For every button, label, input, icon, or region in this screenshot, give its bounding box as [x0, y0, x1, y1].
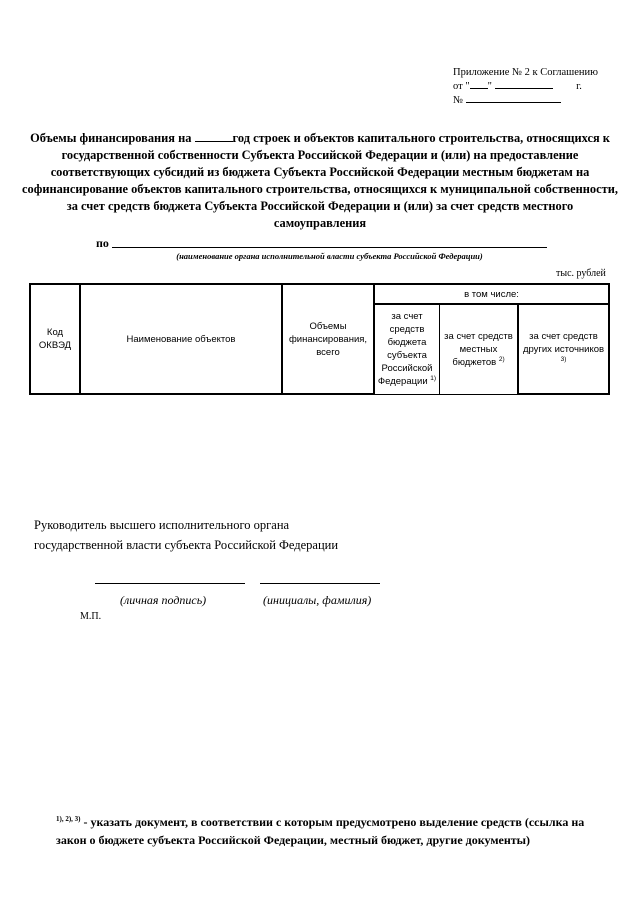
- name-field[interactable]: [260, 583, 380, 584]
- financing-table: [29, 283, 610, 395]
- appendix-header: [453, 66, 598, 108]
- date-quote: ": [487, 81, 492, 92]
- title-part2: год строек и объектов капитального строительства, относящихся к государственной собственности Субъекта Российской Федерации и (или) на предоставление соответствующих субсидий из бюджета Субъекта Российской Федерации местным бюджетам на софинансирование объектов капитального строительства, относящихся к муниципальной собственности, за счет средств бюджета Субъекта Российской Федерации и (или) за счет средств местного самоуправления: [22, 131, 618, 230]
- number-blank[interactable]: [466, 102, 561, 103]
- signatory-title: [34, 515, 338, 555]
- date-prefix: от ": [453, 81, 470, 92]
- number-line: [453, 94, 598, 108]
- col-including-header: в том числе:: [374, 284, 609, 304]
- signatory-line2: государственной власти субъекта Российской Федерации: [34, 538, 339, 552]
- footnote-text: - указать документ, в соответствии с которым предусмотрено выделение средств (ссылка на закон о бюджете субъекта Российской Федерации, местный бюджет, другие документы): [56, 815, 585, 847]
- year-suffix: г.: [576, 81, 582, 92]
- name-caption: (инициалы, фамилия): [263, 593, 372, 607]
- title-part1: Объемы финансирования на: [30, 131, 192, 145]
- col-total-header: Объемы финансирования, всего: [282, 284, 374, 394]
- seal-place: М.П.: [80, 611, 102, 622]
- sub-col-local-budgets: за счет средств местных бюджетов $^{2)}$: [440, 304, 519, 394]
- col-code-header: Код ОКВЭД: [30, 284, 80, 394]
- signature-field[interactable]: [95, 583, 245, 584]
- table-header-row: [30, 284, 609, 304]
- footnote: [56, 810, 616, 849]
- authority-caption: (наименование органа исполнительной власти субъекта Российской Федерации): [176, 251, 483, 261]
- month-blank[interactable]: [495, 88, 553, 89]
- sub-col-other-sources: за счет средств других источников $^{3)}$: [518, 304, 609, 394]
- year-blank[interactable]: [195, 141, 233, 142]
- footnote-mark-2: 2): [498, 355, 505, 363]
- authority-name-field[interactable]: [112, 247, 547, 248]
- appendix-title: Приложение № 2 к Соглашению: [453, 67, 598, 78]
- unit-label: тыс. рублей: [556, 268, 606, 279]
- footnote-mark-1: 1): [430, 375, 437, 383]
- footnote-marks: 1), 2), 3): [56, 815, 81, 823]
- signatory-line1: Руководитель высшего исполнительного органа: [34, 518, 290, 532]
- col-name-header: Наименование объектов: [80, 284, 282, 394]
- footnote-mark-3: 3): [560, 355, 567, 363]
- number-sign: №: [453, 95, 464, 106]
- date-line: [453, 80, 598, 94]
- po-label: по: [96, 236, 109, 250]
- sub-col-region-budget: за счет средств бюджета субъекта Российской Федерации $^{1)}$: [374, 304, 440, 394]
- document-title: [20, 130, 620, 232]
- signature-caption: (личная подпись): [120, 593, 207, 607]
- day-blank[interactable]: [470, 88, 488, 89]
